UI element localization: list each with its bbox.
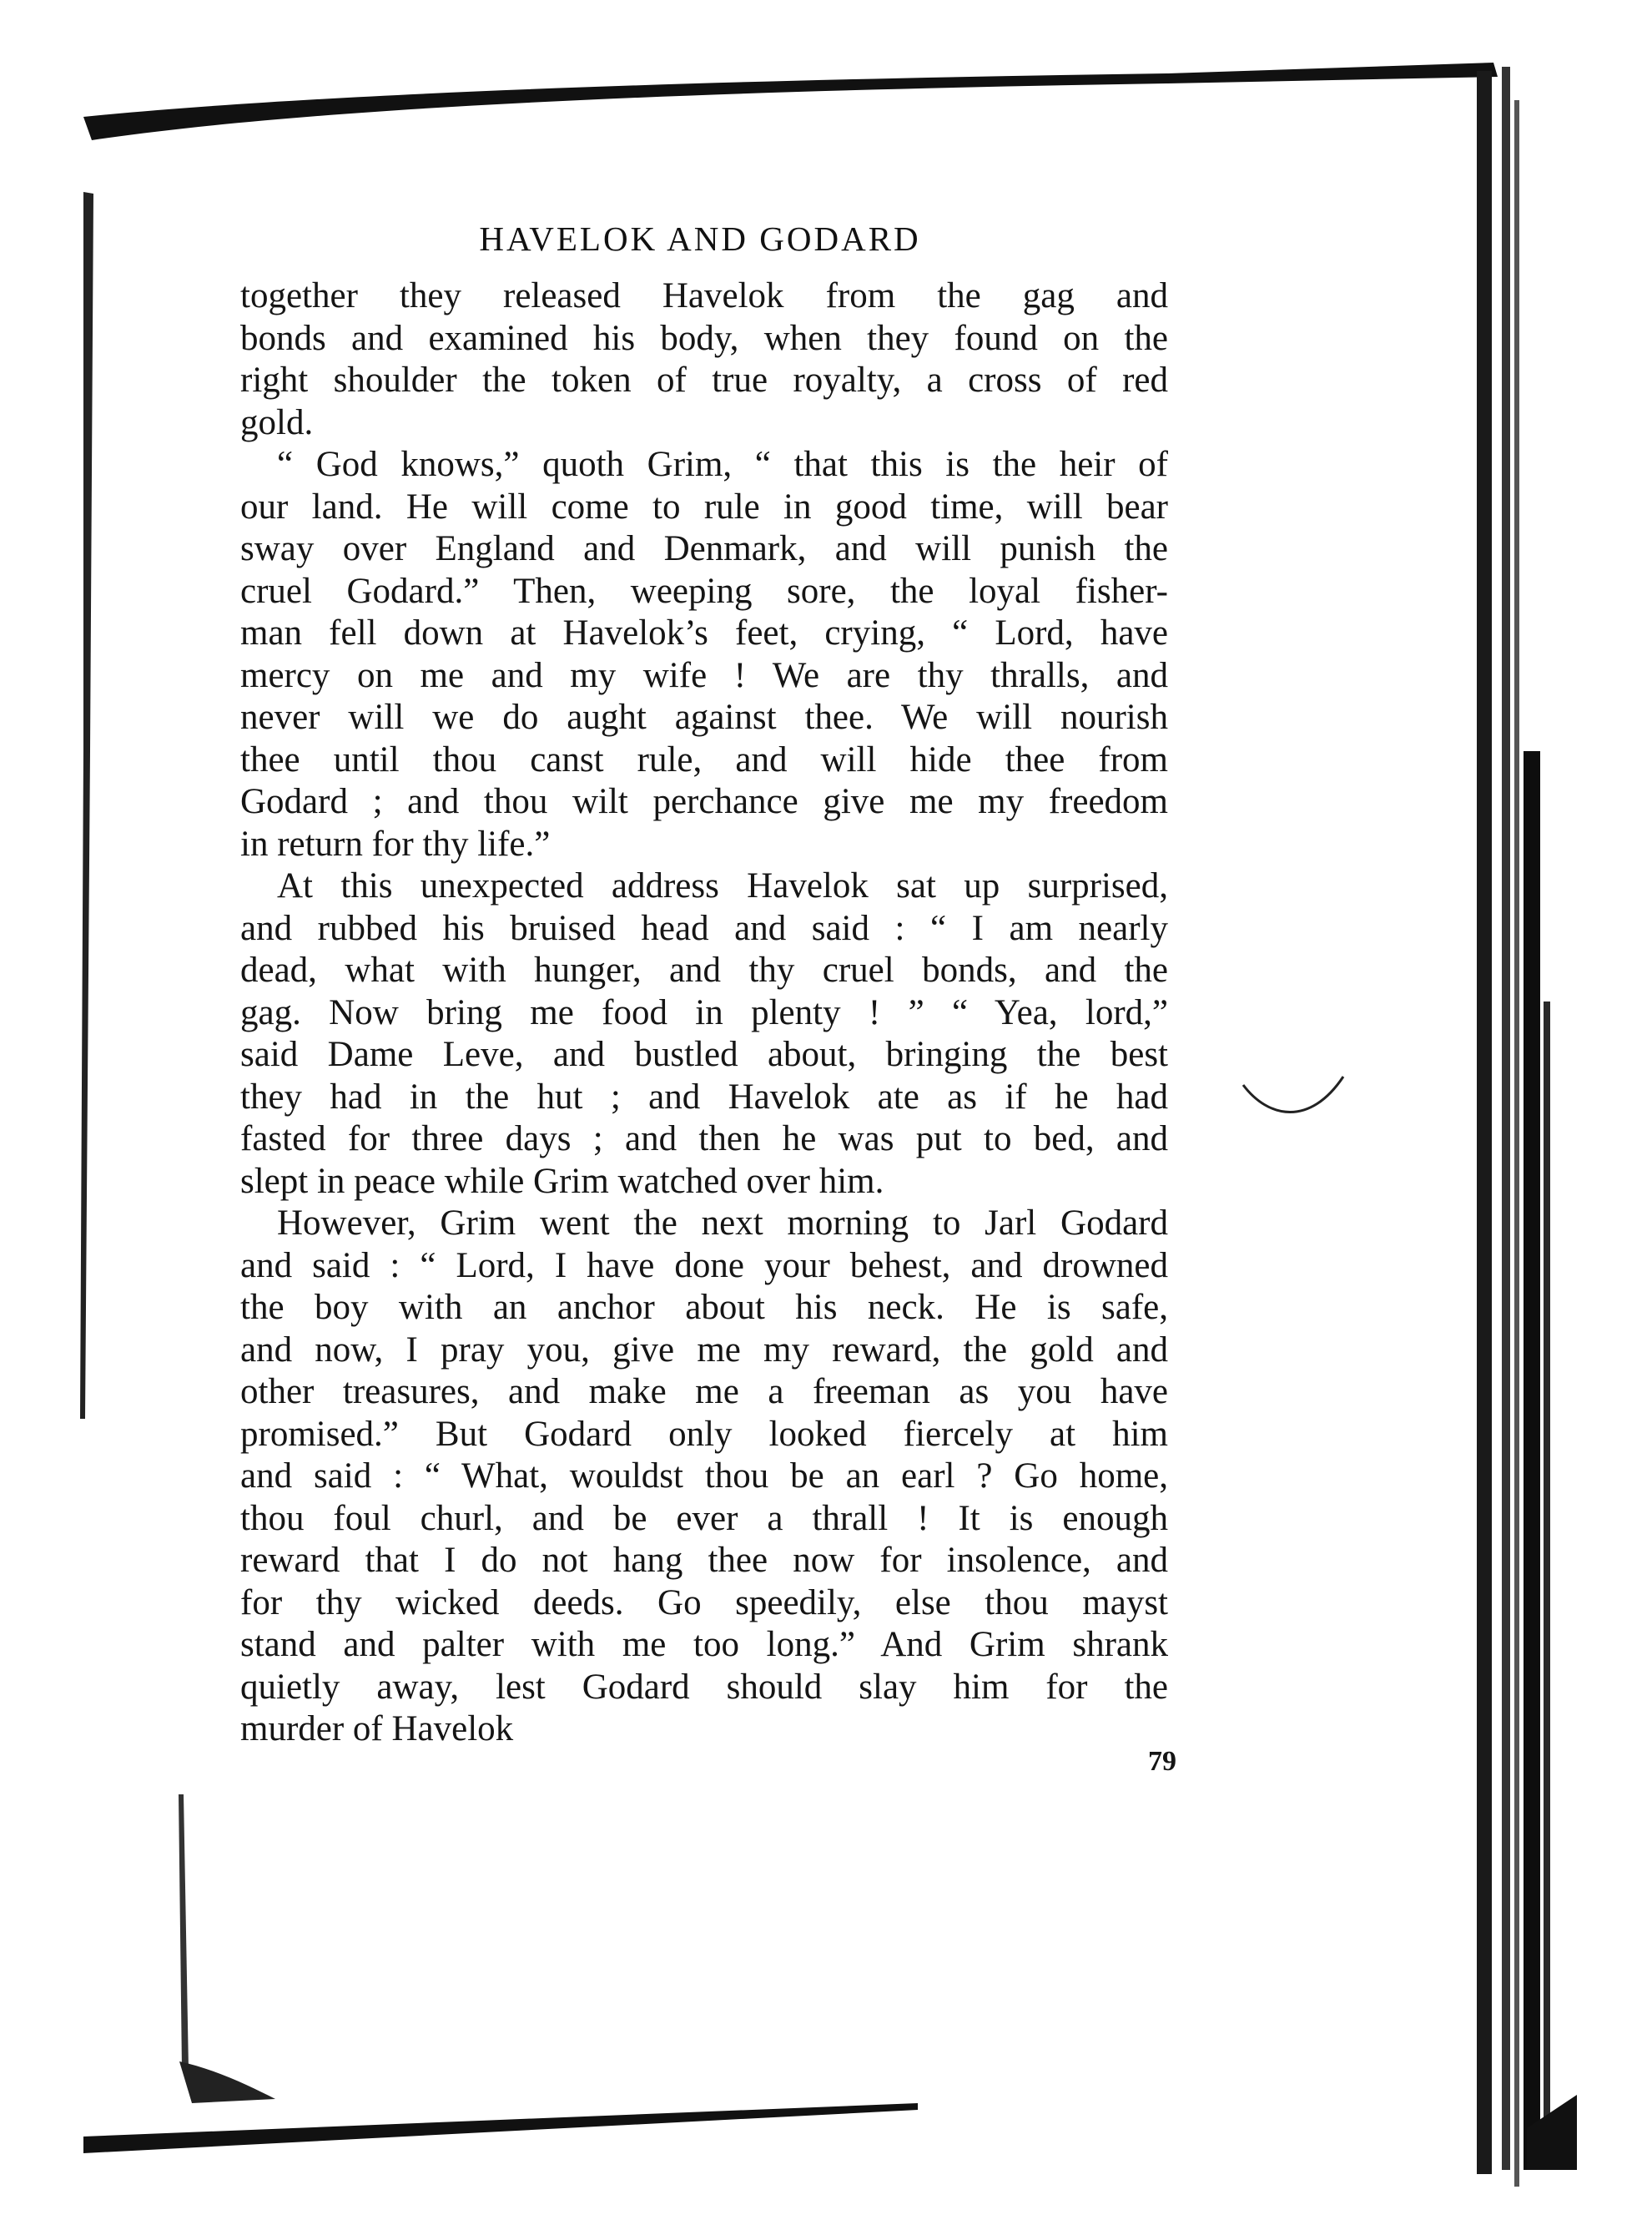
text-line: gold. [240,402,314,442]
text-line: other treasures, and make me a freeman as you have [240,1372,1168,1411]
text-line: murder of Havelok [240,1709,514,1748]
text-line: quietly away, lest Godard should slay him for the [240,1667,1168,1707]
text-line: gag. Now bring me food in plenty ! ” “ Yea, lord,” [240,992,1168,1032]
text-line: However, Grim went the next morning to Jarl Godard [277,1203,1168,1243]
text-line: reward that I do not hang thee now for insolence, and [240,1541,1168,1580]
text-line: stand and palter with me too long.” And Grim shrank [240,1625,1168,1664]
text-line: they had in the hut ; and Havelok ate as if he had [240,1077,1168,1117]
body-text [240,275,1168,1751]
text-line: dead, what with hunger, and thy cruel bonds, and the [240,951,1168,990]
text-line: sway over England and Denmark, and will punish the [240,529,1168,568]
text-line: together they released Havelok from the gag and [240,276,1168,315]
page-number: 79 [1148,1746,1176,1777]
text-line: At this unexpected address Havelok sat up surprised, [277,866,1168,906]
text-line: said Dame Leve, and bustled about, bringing the best [240,1035,1168,1074]
text-line: in return for thy life.” [240,824,551,864]
text-line: “ God knows,” quoth Grim, “ that this is the heir of [277,445,1168,484]
text-line: never will we do aught against thee. We will nourish [240,698,1168,737]
text-line: Godard ; and thou wilt perchance give me my freedom [240,782,1168,821]
text-line: promised.” But Godard only looked fiercely at him [240,1414,1168,1454]
text-line: thee until thou canst rule, and will hide thee from [240,739,1168,780]
text-line: for thy wicked deeds. Go speedily, else thou mayst [240,1582,1168,1622]
text-line: mercy on me and my wife ! We are thy thralls, and [240,655,1168,695]
text-line: thou foul churl, and be ever a thrall ! It is enough [240,1498,1168,1538]
text-line: and rubbed his bruised head and said : “ I am nearly [240,908,1168,948]
text-line: right shoulder the token of true royalty, a cross of red [240,361,1168,400]
text-line: fasted for three days ; and then he was put to bed, and [240,1119,1168,1158]
text-line: and said : “ Lord, I have done your behest, and drowned [240,1245,1168,1285]
text-line: man fell down at Havelok’s feet, crying, “ Lord, have [240,613,1168,653]
text-line: the boy with an anchor about his neck. He is safe, [240,1288,1168,1327]
running-title: HAVELOK AND GODARD [479,219,921,258]
text-line: our land. He will come to rule in good time, will bear [240,487,1168,527]
text-line: cruel Godard.” Then, weeping sore, the loyal fisher- [240,571,1168,611]
text-line: and now, I pray you, give me my reward, the gold and [240,1329,1168,1370]
text-line: slept in peace while Grim watched over him. [240,1161,884,1201]
text-line: and said : “ What, wouldst thou be an earl ? Go home, [240,1456,1168,1496]
text-line: bonds and examined his body, when they found on the [240,318,1168,358]
